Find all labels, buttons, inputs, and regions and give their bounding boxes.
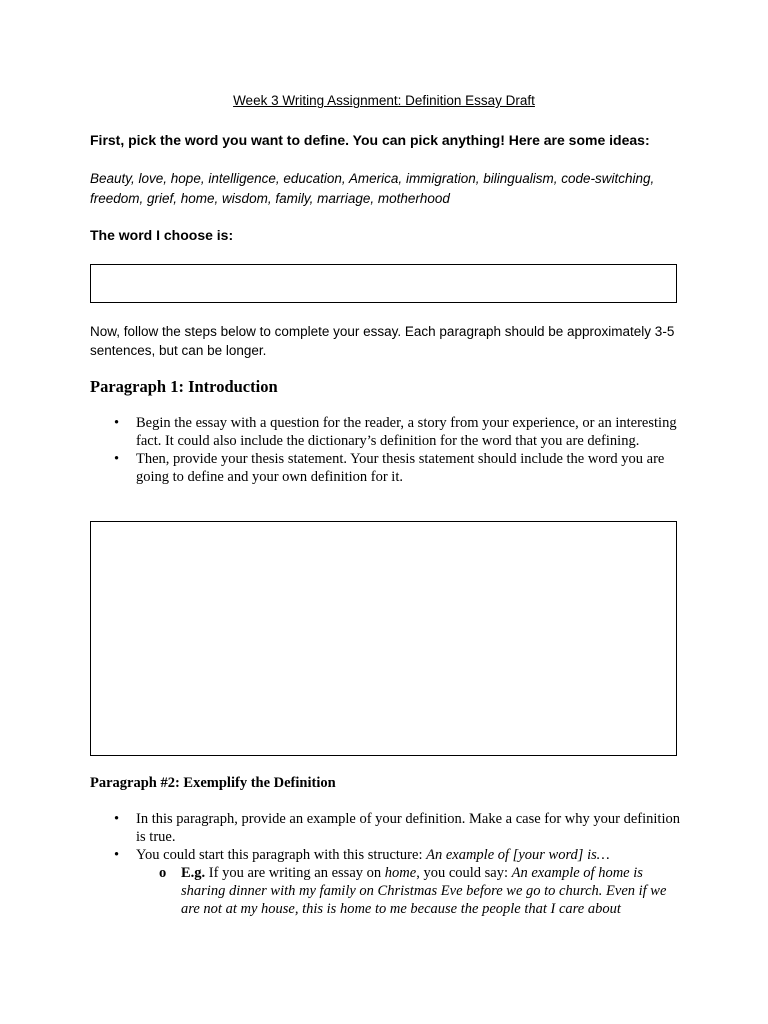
steps-instructions: Now, follow the steps below to complete your essay. Each paragraph should be approximately 3-5 sentences, but can be longer. (90, 324, 675, 358)
bullet-marker: • (114, 451, 120, 467)
bullet-marker: • (114, 415, 120, 431)
list-item (90, 846, 680, 918)
sub-list (136, 864, 680, 918)
list-item-text: You could start this paragraph with this structure: (136, 847, 427, 863)
eg-example-sentence: An example of home is sharing dinner with my family on Christmas Eve before we go to church. Even if we are not at my house, this is home to me because the people that I care about (181, 865, 667, 917)
eg-label: E.g. (181, 865, 206, 881)
sub-bullet-marker: o (159, 865, 167, 881)
list-item (90, 414, 680, 450)
word-choice-label: The word I choose is: (90, 227, 234, 243)
list-item (90, 810, 680, 846)
page-title: Week 3 Writing Assignment: Definition Essay Draft (233, 93, 535, 108)
list-item (90, 450, 680, 486)
bullet-marker: • (114, 811, 120, 827)
list-item-text: Begin the essay with a question for the reader, a story from your experience, or an interesting fact. It could also include the dictionary’s definition for the word that you are defining. (136, 415, 677, 449)
paragraph-1-list (90, 414, 680, 486)
word-ideas: Beauty, love, hope, intelligence, education, America, immigration, bilingualism, code-switching, freedom, grief, home, wisdom, family, marriage, motherhood (90, 171, 655, 206)
instruction-text: First, pick the word you want to define. You can pick anything! Here are some ideas: (90, 132, 650, 148)
eg-home-word: home (384, 865, 417, 881)
structure-example: An example of [your word] is… (426, 847, 610, 863)
paragraph-2-list (90, 810, 680, 918)
list-item-text: Then, provide your thesis statement. Your thesis statement should include the word you are going to define and your own definition for it. (136, 451, 665, 485)
paragraph-2-heading: Paragraph #2: Exemplify the Definition (90, 775, 336, 791)
list-item-text: In this paragraph, provide an example of your definition. Make a case for why your definition is true. (136, 811, 680, 845)
eg-text-b: , you could say: (416, 865, 512, 881)
paragraph-1-heading: Paragraph 1: Introduction (90, 377, 278, 396)
sub-list-item (136, 864, 680, 918)
bullet-marker: • (114, 847, 120, 863)
eg-text-a: If you are writing an essay on (205, 865, 385, 881)
paragraph-1-answer-box[interactable] (90, 521, 677, 756)
word-choice-box[interactable] (90, 264, 677, 303)
